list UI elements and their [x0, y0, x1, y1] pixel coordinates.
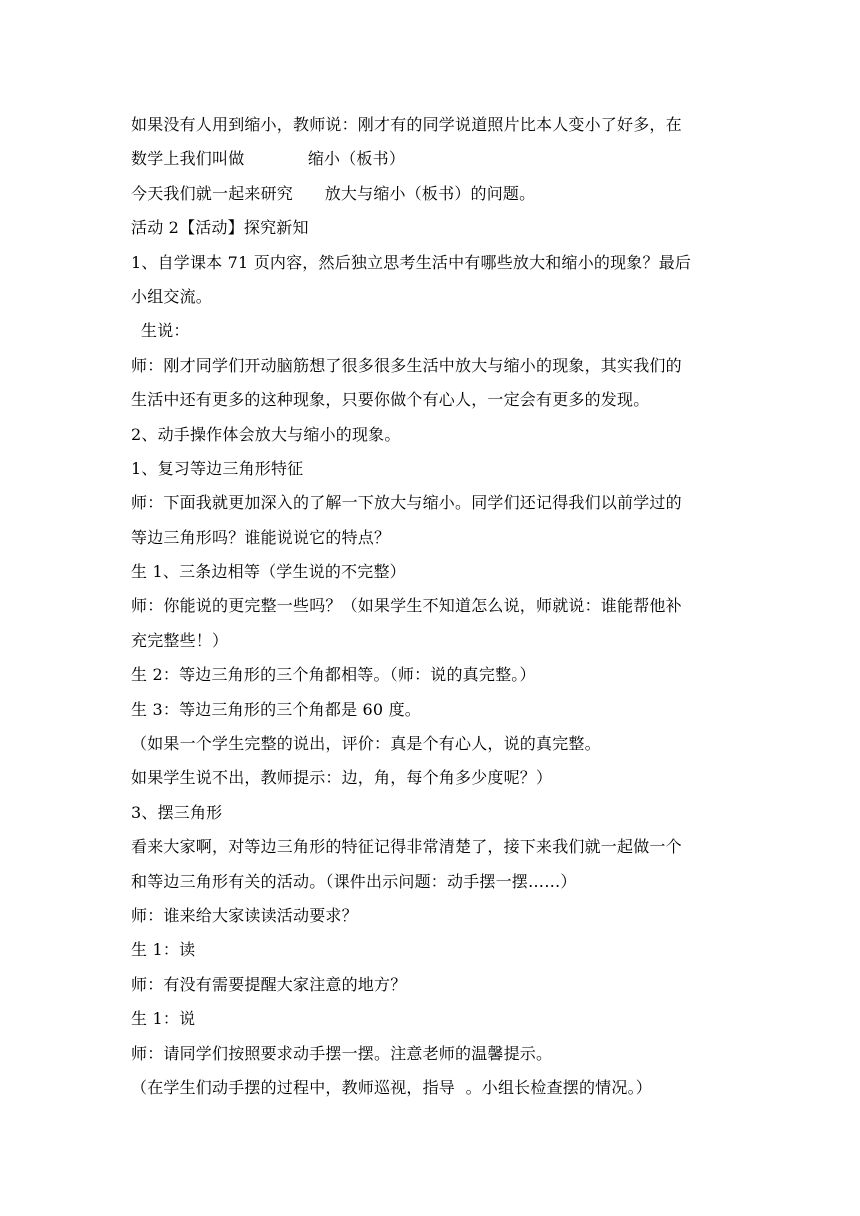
- text-line-10: 2、动手操作体会放大与缩小的现象。: [131, 424, 401, 444]
- text-line-7: 生说：: [141, 321, 190, 341]
- text-line-17: 生 2：等边三角形的三个角都相等。（师：说的真完整。）: [131, 665, 536, 685]
- text-line-21: 3、摆三角形: [131, 802, 223, 822]
- text-line-26: 师：有没有需要提醒大家注意的地方？: [131, 974, 407, 994]
- text-line-13: 等边三角形吗？谁能说说它的特点？: [131, 527, 391, 547]
- text-line-9: 生活中还有更多的这种现象，只要你做个有心人，一定会有更多的发现。: [131, 390, 650, 410]
- text-line-24: 师：谁来给大家读读活动要求？: [131, 905, 358, 925]
- document-body: [131, 108, 741, 1105]
- text-line-11: 1、复习等边三角形特征: [131, 458, 304, 478]
- text-line-25: 生 1：读: [131, 940, 196, 960]
- text-line-12: 师：下面我就更加深入的了解一下放大与缩小。同学们还记得我们以前学过的: [131, 493, 682, 513]
- text-line-14: 生 1、三条边相等（学生说的不完整）: [131, 562, 406, 582]
- text-line-22: 看来大家啊，对等边三角形的特征记得非常清楚了，接下来我们就一起做一个: [131, 837, 682, 857]
- text-line-5: 1、自学课本 71 页内容，然后独立思考生活中有哪些放大和缩小的现象？最后: [131, 252, 692, 272]
- text-line-28: 师：请同学们按照要求动手摆一摆。注意老师的温馨提示。: [131, 1043, 553, 1063]
- text-line-6: 小组交流。: [131, 286, 213, 306]
- text-line-15: 师：你能说的更完整一些吗？（如果学生不知道怎么说，师就说：谁能帮他补: [131, 596, 682, 616]
- text-line-20: 如果学生说不出，教师提示：边，角，每个角多少度呢？）: [131, 768, 553, 788]
- text-line-18: 生 3：等边三角形的三个角都是 60 度。: [131, 699, 421, 719]
- text-line-16: 充完整些！）: [131, 630, 229, 650]
- section-heading: 活动 2【活动】探究新知: [131, 218, 309, 238]
- text-line-3: 今天我们就一起来研究 放大与缩小（板书）的问题。: [131, 183, 536, 203]
- text-line-8: 师：刚才同学们开动脑筋想了很多很多生活中放大与缩小的现象，其实我们的: [131, 355, 682, 375]
- text-line-23: 和等边三角形有关的活动。（课件出示问题：动手摆一摆……）: [131, 871, 577, 891]
- text-line-1: 如果没有人用到缩小，教师说：刚才有的同学说道照片比本人变小了好多，在: [131, 115, 682, 134]
- text-line-19: （如果一个学生完整的说出，评价：真是个有心人，说的真完整。: [131, 734, 601, 754]
- text-line-29: （在学生们动手摆的过程中，教师巡视，指导 。小组长检查摆的情况。）: [131, 1077, 652, 1097]
- text-line-2: 数学上我们叫做 缩小（板书）: [131, 149, 406, 169]
- text-line-27: 生 1：说: [131, 1009, 196, 1029]
